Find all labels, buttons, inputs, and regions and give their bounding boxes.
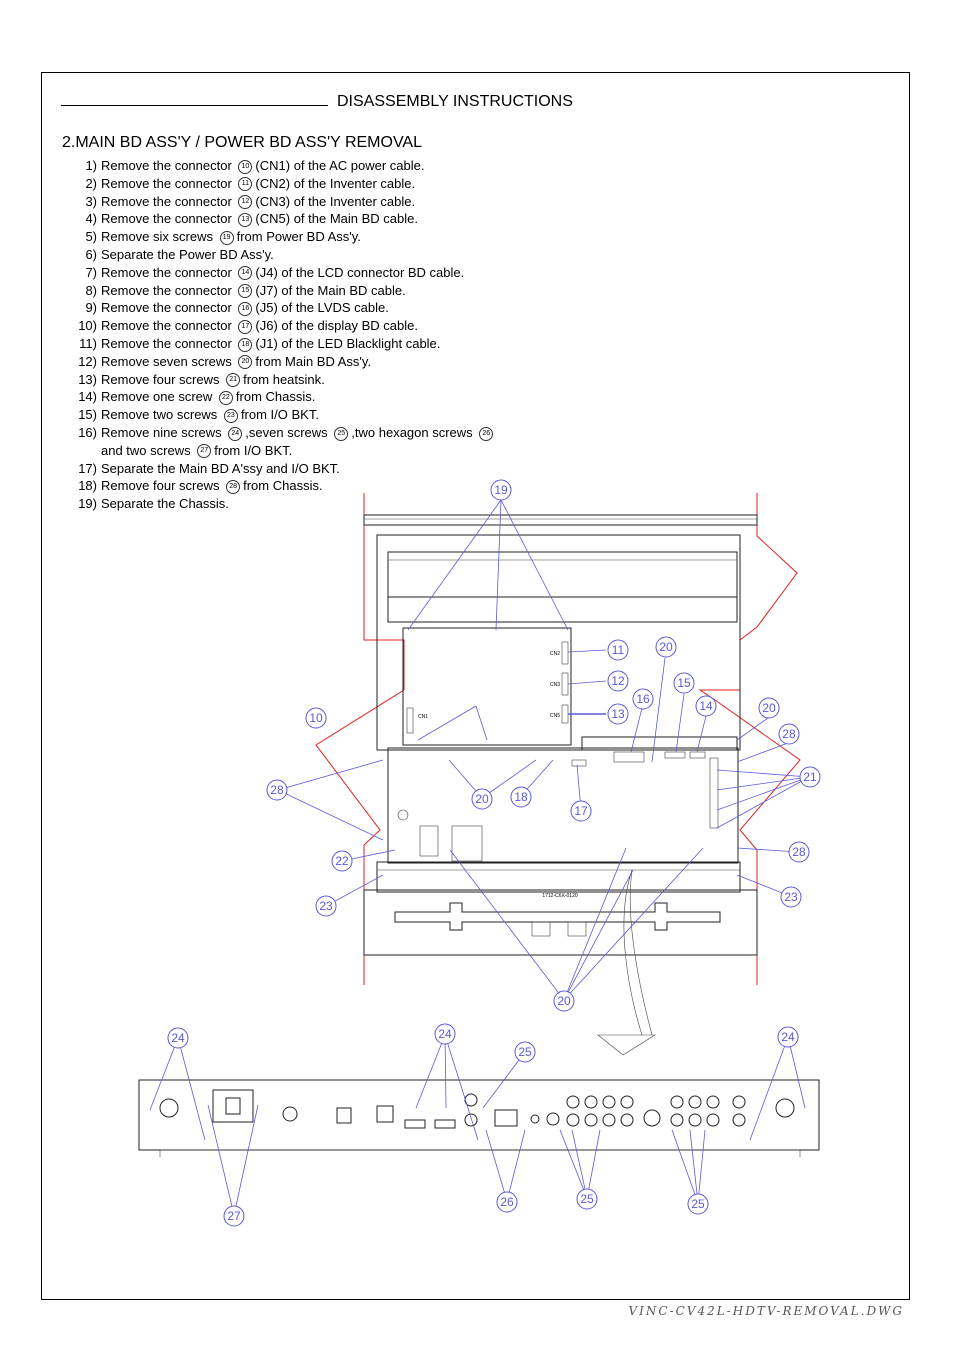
callout-24-a xyxy=(168,1028,188,1048)
svg-text:20: 20 xyxy=(557,994,571,1008)
callout-28-a xyxy=(779,724,799,744)
step-text: Remove the connector xyxy=(101,282,232,298)
step-ref-bubble: 19 xyxy=(220,231,234,245)
callout-20-a xyxy=(656,637,676,657)
io-bracket xyxy=(139,1080,819,1157)
svg-text:28: 28 xyxy=(270,783,284,797)
step-ref-bubble: 10 xyxy=(238,160,252,174)
step-ref-bubble: 13 xyxy=(238,213,252,227)
svg-text:25: 25 xyxy=(518,1045,532,1059)
step-ref-bubble: 26 xyxy=(479,427,493,441)
step-text: (CN2) of the Inventer cable. xyxy=(255,175,416,191)
svg-text:25: 25 xyxy=(580,1192,594,1206)
step-text: (CN5) of the Main BD cable. xyxy=(255,211,418,227)
step-text: from Power BD Ass'y. xyxy=(236,229,361,245)
callout-18 xyxy=(511,787,531,807)
callout-27 xyxy=(224,1206,244,1226)
step-number: 7) xyxy=(85,264,97,280)
step-number: 5) xyxy=(85,229,97,245)
callout-11 xyxy=(608,640,628,660)
step-text: Remove the connector xyxy=(101,300,232,316)
step-ref-bubble: 27 xyxy=(197,444,211,458)
step-number: 14) xyxy=(78,389,97,405)
step-text: Separate the Power BD Ass'y. xyxy=(101,246,274,262)
svg-text:25: 25 xyxy=(691,1197,705,1211)
step-text: Remove the connector xyxy=(101,175,232,191)
svg-text:16: 16 xyxy=(636,692,650,706)
callout-group xyxy=(168,480,820,1226)
svg-text:28: 28 xyxy=(782,727,796,741)
step-text: from Main BD Ass'y. xyxy=(255,353,372,369)
step-text: from I/O BKT. xyxy=(214,442,293,458)
step-number: 13) xyxy=(78,371,97,387)
svg-text:18: 18 xyxy=(514,790,528,804)
step-ref-bubble: 20 xyxy=(238,355,252,369)
callout-24-b xyxy=(435,1024,455,1044)
step-text: Remove the connector xyxy=(101,264,232,280)
step-text: (CN3) of the Inventer cable. xyxy=(255,193,416,209)
step-ref-bubble: 28 xyxy=(226,480,240,494)
stand-panel xyxy=(364,890,757,955)
step-text: Remove four screws xyxy=(101,478,220,494)
cn2-label: CN2 xyxy=(550,651,561,657)
callout-13 xyxy=(608,704,628,724)
step-text: Remove six screws xyxy=(101,229,213,245)
step-number: 1) xyxy=(85,158,97,173)
callout-20-b xyxy=(759,698,779,718)
svg-text:24: 24 xyxy=(171,1031,185,1045)
step-ref-bubble: 22 xyxy=(219,391,233,405)
callout-21 xyxy=(800,767,820,787)
step-text: from Chassis. xyxy=(235,389,316,405)
callout-23-b xyxy=(781,887,801,907)
section-title: 2.MAIN BD ASS'Y / POWER BD ASS'Y REMOVAL xyxy=(62,134,422,151)
step-ref-bubble: 25 xyxy=(334,427,348,441)
step-number: 8) xyxy=(85,282,97,298)
part-number-label: 1712-C6X-0120 xyxy=(542,893,578,899)
step-text: ,two hexagon screws xyxy=(351,424,473,440)
step-number: 3) xyxy=(85,193,97,209)
step-number: 16) xyxy=(78,424,97,440)
callout-28-b xyxy=(267,780,287,800)
cn5-label: CN5 xyxy=(550,713,561,719)
main-board xyxy=(377,737,740,892)
cn1-label: CN1 xyxy=(418,714,429,720)
step-number: 2) xyxy=(85,175,97,191)
cut-outline xyxy=(316,493,800,985)
step-ref-bubble: 16 xyxy=(238,302,252,316)
callout-14 xyxy=(696,696,716,716)
step-number: 6) xyxy=(85,246,97,262)
svg-text:12: 12 xyxy=(611,674,625,688)
svg-text:28: 28 xyxy=(792,845,806,859)
svg-text:20: 20 xyxy=(659,640,673,654)
callout-25-b xyxy=(577,1189,597,1209)
svg-text:22: 22 xyxy=(335,854,349,868)
svg-text:24: 24 xyxy=(438,1027,452,1041)
svg-text:27: 27 xyxy=(227,1209,241,1223)
callout-15 xyxy=(674,673,694,693)
step-text: (J6) of the display BD cable. xyxy=(255,318,418,334)
svg-text:24: 24 xyxy=(781,1030,795,1044)
step-number: 18) xyxy=(78,478,97,494)
step-text: Remove seven screws xyxy=(101,353,232,369)
step-text: from Chassis. xyxy=(243,478,323,494)
callout-20-c xyxy=(472,789,492,809)
svg-text:20: 20 xyxy=(475,792,489,806)
step-ref-bubble: 18 xyxy=(238,338,252,352)
step-text: Remove two screws xyxy=(101,407,218,423)
callout-16 xyxy=(633,689,653,709)
callout-10 xyxy=(306,708,326,728)
step-text: from I/O BKT. xyxy=(240,407,319,423)
step-number: 15) xyxy=(78,407,97,423)
callout-12 xyxy=(608,671,628,691)
svg-text:26: 26 xyxy=(500,1195,514,1209)
step-text: Separate the Main BD A'ssy and I/O BKT. xyxy=(101,460,340,476)
callout-23-a xyxy=(316,896,336,916)
svg-text:10: 10 xyxy=(309,711,323,725)
step-text: and two screws xyxy=(101,442,191,458)
step-number: 17) xyxy=(78,460,97,476)
callout-20-d xyxy=(554,991,574,1011)
view-arrow xyxy=(598,870,655,1055)
step-text: Remove one screw xyxy=(101,389,213,405)
step-text: Remove the connector xyxy=(101,193,232,209)
callout-22 xyxy=(332,851,352,871)
page-header: DISASSEMBLY INSTRUCTIONS xyxy=(337,93,573,110)
callout-17 xyxy=(571,801,591,821)
step-ref-bubble: 11 xyxy=(238,177,252,191)
step-number: 11) xyxy=(79,335,97,351)
step-text: Remove the connector xyxy=(101,158,232,173)
step-text: (J1) of the LED Blacklight cable. xyxy=(255,335,441,351)
step-ref-bubble: 23 xyxy=(224,409,238,423)
step-number: 12) xyxy=(78,353,97,369)
svg-text:20: 20 xyxy=(762,701,776,715)
cn3-label: CN3 xyxy=(550,682,561,688)
step-text: Separate the Chassis. xyxy=(101,496,229,512)
step-number: 19) xyxy=(78,496,97,512)
callout-19-top xyxy=(491,480,511,500)
svg-text:15: 15 xyxy=(677,676,691,690)
step-ref-bubble: 24 xyxy=(228,427,242,441)
step-text: (J7) of the Main BD cable. xyxy=(255,282,406,298)
callout-25-c xyxy=(688,1194,708,1214)
step-text: ,seven screws xyxy=(245,424,328,440)
svg-text:11: 11 xyxy=(611,643,625,657)
callout-24-c xyxy=(778,1027,798,1047)
step-text: (J5) of the LVDS cable. xyxy=(255,300,389,316)
step-text: (CN1) of the AC power cable. xyxy=(255,158,425,173)
step-text: Remove the connector xyxy=(101,318,232,334)
svg-text:17: 17 xyxy=(574,804,588,818)
svg-text:19: 19 xyxy=(494,483,508,497)
svg-text:23: 23 xyxy=(784,890,798,904)
step-number: 10) xyxy=(78,318,97,334)
step-number: 9) xyxy=(85,300,97,316)
step-ref-bubble: 12 xyxy=(238,195,252,209)
step-text: Remove the connector xyxy=(101,335,232,351)
svg-text:14: 14 xyxy=(699,699,713,713)
step-text: Remove the connector xyxy=(101,211,232,227)
callout-26 xyxy=(497,1192,517,1212)
svg-text:13: 13 xyxy=(611,707,625,721)
svg-text:21: 21 xyxy=(803,770,817,784)
drawing-filename: VINC-CV42L-HDTV-REMOVAL.DWG xyxy=(628,1304,904,1318)
callout-28-c xyxy=(789,842,809,862)
step-ref-bubble: 21 xyxy=(226,373,240,387)
step-ref-bubble: 17 xyxy=(238,320,252,334)
step-text: from heatsink. xyxy=(243,371,325,387)
step-text: (J4) of the LCD connector BD cable. xyxy=(255,264,465,280)
step-text: Remove four screws xyxy=(101,371,220,387)
svg-text:23: 23 xyxy=(319,899,333,913)
callout-25-a xyxy=(515,1042,535,1062)
step-number: 4) xyxy=(85,211,97,227)
step-ref-bubble: 15 xyxy=(238,284,252,298)
step-text: Remove nine screws xyxy=(101,424,222,440)
step-ref-bubble: 14 xyxy=(238,266,252,280)
power-board xyxy=(403,628,571,745)
